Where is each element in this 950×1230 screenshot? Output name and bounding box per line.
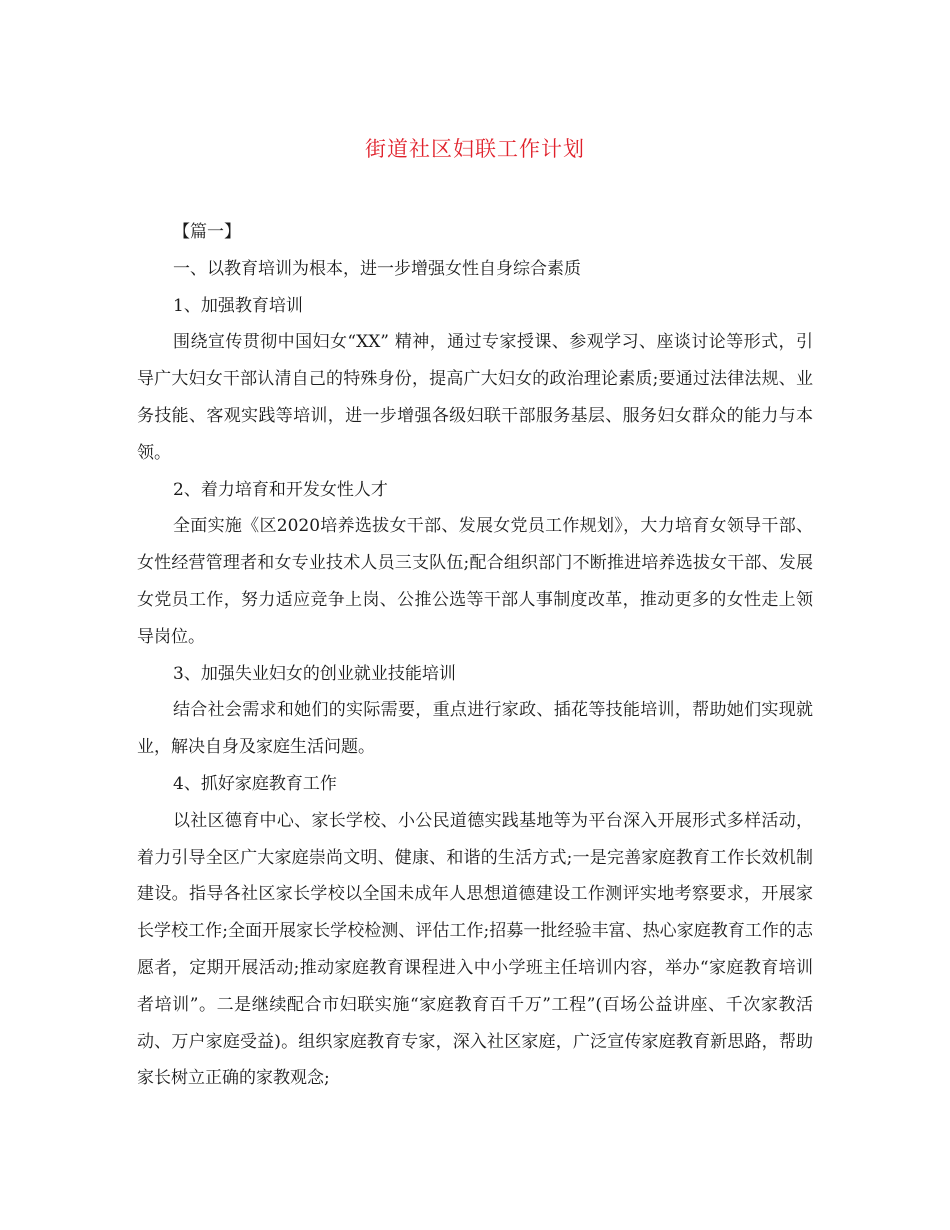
subheading-4: 4、抓好家庭教育工作	[173, 773, 337, 794]
paragraph-1: 围绕宣传贯彻中国妇女“XX” 精神，通过专家授课、参观学习、座谈讨论等形式，引导广大妇女干部认清自己的特殊身份，提高广大妇女的政治理论素质;要通过法律法规、业务技能、客观实践等培训，进一步增强各级妇联干部服务基层、服务妇女群众的能力与本领。	[137, 332, 813, 463]
subheading-2: 2、着力培育和开发女性人才	[173, 479, 388, 500]
section-heading: 【篇一】	[173, 222, 241, 242]
paragraph-4: 以社区德育中心、家长学校、小公民道德实践基地等为平台深入开展形式多样活动，着力引导全区广大家庭崇尚文明、健康、和谐的生活方式;一是完善家庭教育工作长效机制建设。指导各社区家长学校以全国未成年人思想道德建设工作测评实地考察要求，开展家长学校工作;全面开展家长学校检测、评估工作;招募一批经验丰富、热心家庭教育工作的志愿者，定期开展活动;推动家庭教育课程进入中小学班主任培训内容，举办“家庭教育培训者培训”。二是继续配合市妇联实施“家庭教育百千万”工程”(百场公益讲座、千次家教活动、万户家庭受益)。组织家庭教育专家，深入社区家庭，广泛宣传家庭教育新思路，帮助家长树立正确的家教观念;	[137, 810, 813, 1089]
paragraph-3: 结合社会需求和她们的实际需要，重点进行家政、插花等技能培训，帮助她们实现就业，解决自身及家庭生活问题。	[137, 700, 813, 758]
paragraph-2: 全面实施《区2020培养选拔女干部、发展女党员工作规划》，大力培育女领导干部、女性经营管理者和女专业技术人员三支队伍;配合组织部门不断推进培养选拔女干部、发展女党员工作，努力适应竞争上岗、公推公选等干部人事制度改革，推动更多的女性走上领导岗位。	[137, 516, 813, 647]
heading-1: 一、以教育培训为根本，进一步增强女性自身综合素质	[173, 258, 581, 279]
subheading-1: 1、加强教育培训	[173, 295, 303, 316]
document-body	[137, 214, 813, 1097]
document-title: 街道社区妇联工作计划	[365, 137, 585, 161]
subheading-3: 3、加强失业妇女的创业就业技能培训	[173, 663, 456, 684]
